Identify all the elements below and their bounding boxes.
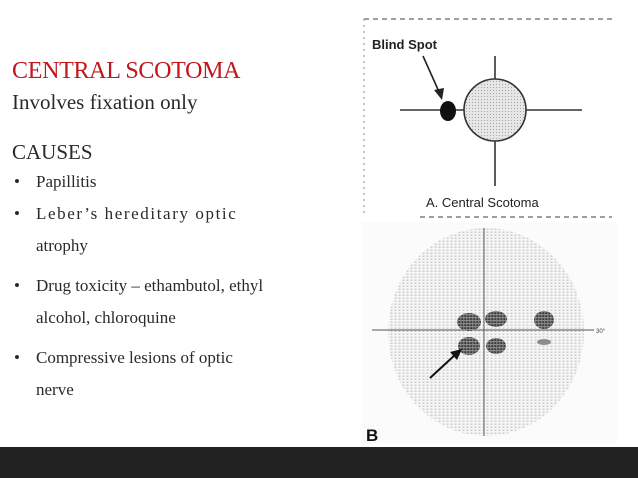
blind-spot-mark	[440, 101, 456, 121]
bullet-text: Leber’s hereditary optic	[36, 204, 238, 223]
slide-title: CENTRAL SCOTOMA	[12, 58, 241, 84]
list-spacer	[14, 334, 344, 342]
slide-subtitle: Involves fixation only	[12, 90, 198, 114]
causes-list	[14, 166, 344, 406]
bullet-glyph: •	[14, 276, 20, 295]
bullet-text-continued: atrophy	[36, 236, 88, 255]
bullet-glyph: •	[14, 204, 20, 223]
bullet-glyph: •	[14, 348, 20, 367]
figure-a-caption: A. Central Scotoma	[426, 195, 539, 210]
list-item	[14, 342, 344, 406]
bullet-text: Drug toxicity – ethambutol, ethyl	[36, 276, 264, 295]
panel-letter: B	[366, 426, 379, 444]
visual-field-printout	[362, 222, 617, 444]
list-item	[14, 166, 344, 198]
blind-spot-arrowhead	[434, 88, 444, 100]
causes-heading: CAUSES	[12, 140, 93, 164]
bullet-glyph: •	[14, 172, 20, 191]
bullet-text-continued: alcohol, chloroquine	[36, 308, 176, 327]
visual-field-plot	[388, 228, 584, 436]
bullet-text: Papillitis	[36, 172, 97, 191]
list-spacer	[14, 262, 344, 270]
blind-spot-label: Blind Spot	[372, 37, 437, 52]
list-item	[14, 270, 344, 334]
blind-spot-arrow	[423, 56, 440, 94]
degree-label: 30°	[596, 329, 606, 335]
list-item	[14, 198, 344, 262]
bullet-text: Compressive lesions of optic	[36, 348, 233, 367]
central-scotoma-disc	[464, 79, 526, 141]
central-scotoma-diagram	[360, 14, 615, 220]
footer-bar	[0, 447, 638, 478]
bullet-text-continued: nerve	[36, 380, 74, 399]
